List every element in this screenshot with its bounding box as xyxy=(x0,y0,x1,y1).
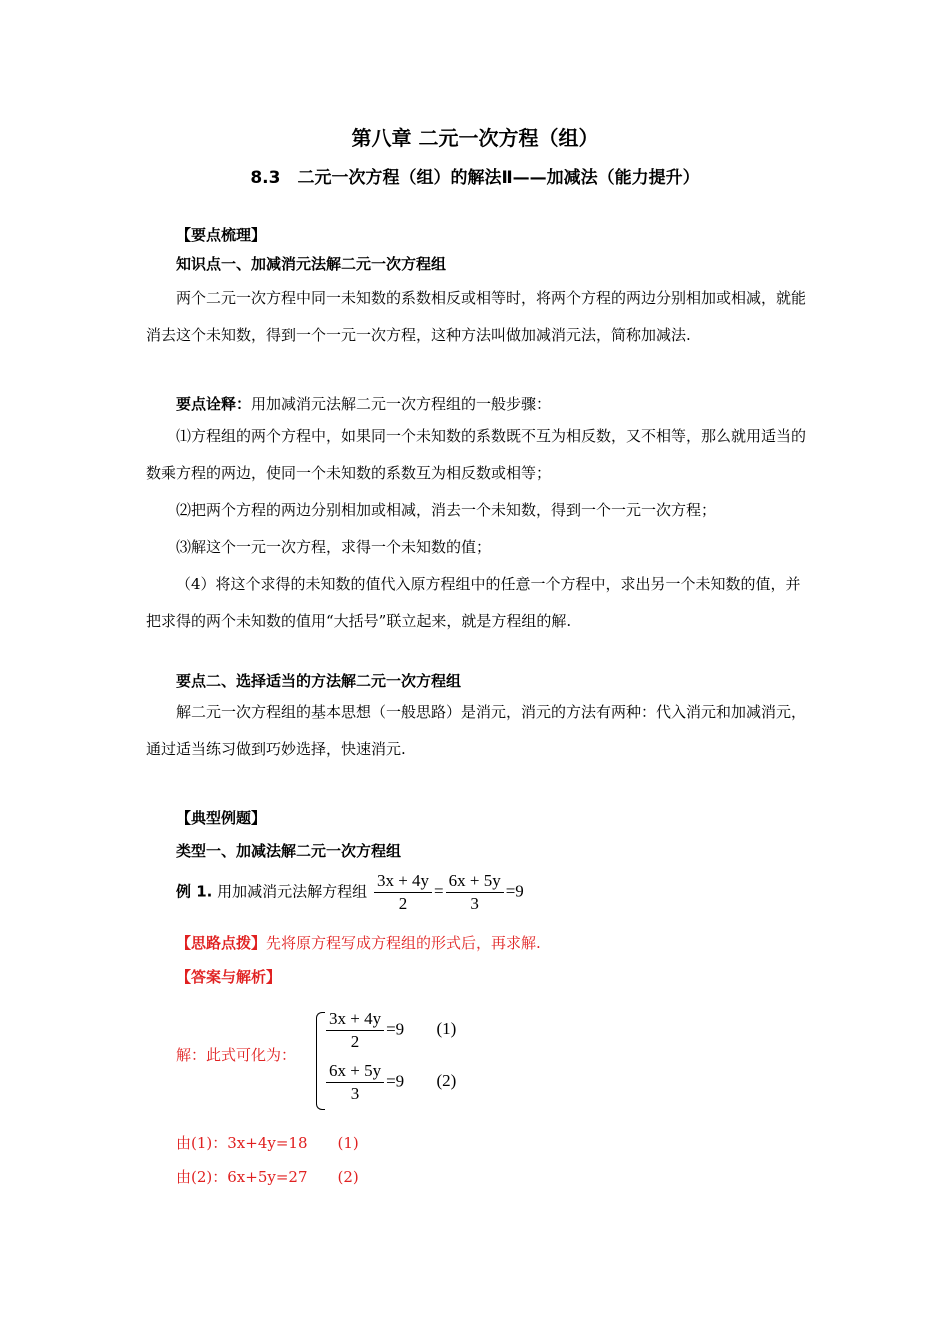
system-equation-2 xyxy=(324,1060,456,1105)
system-fraction-2-denominator: 3 xyxy=(350,1084,360,1103)
point2-body-block xyxy=(146,694,810,768)
hint-text: 先将原方程写成方程组的形式后，再求解. xyxy=(266,934,541,952)
answer-label: 【答案与解析】 xyxy=(176,968,282,986)
step-1: ⑴方程组的两个方程中，如果同一个未知数的系数既不互为相反数，又不相等，那么就用适当的数乘方程的两边，使同一个未知数的系数互为相反数或相等； xyxy=(146,427,807,482)
system-equation-2-tag: (2) xyxy=(436,1071,457,1091)
derived-equation-1: 由(1)：3x+4y=18 (1) xyxy=(176,1134,359,1152)
hint-line xyxy=(176,932,541,953)
derived-equation-2: 由(2)：6x+5y=27 (2) xyxy=(176,1168,359,1186)
system-equation-1-tag: (1) xyxy=(436,1019,457,1039)
system-equation-1 xyxy=(324,1008,456,1053)
rhs-value: =9 xyxy=(505,881,524,901)
key-points-header: 【要点梳理】 xyxy=(176,226,267,244)
type1-title: 类型一、加减法解二元一次方程组 xyxy=(176,842,402,860)
fraction-1-numerator: 3x + 4y xyxy=(374,870,432,893)
step-3: ⑶解这个一元一次方程，求得一个未知数的值； xyxy=(176,538,492,556)
point2-title: 要点二、选择适当的方法解二元一次方程组 xyxy=(176,672,462,690)
system-fraction-1-numerator: 3x + 4y xyxy=(326,1008,384,1031)
solution-intro: 解：此式可化为： xyxy=(176,1046,297,1064)
system-equation-1-rhs: =9 xyxy=(386,1019,405,1039)
steps-block xyxy=(146,418,810,640)
system-fraction-2 xyxy=(326,1060,384,1105)
chapter-title: 第八章 二元一次方程（组） xyxy=(351,126,599,150)
system-fraction-1-denominator: 2 xyxy=(350,1032,360,1051)
fraction-2-numerator: 6x + 5y xyxy=(446,870,504,893)
fraction-2 xyxy=(446,870,504,915)
examples-header: 【典型例题】 xyxy=(176,809,267,827)
point1-title: 知识点一、加减消元法解二元一次方程组 xyxy=(176,255,447,273)
step-2: ⑵把两个方程的两边分别相加或相减，消去一个未知数，得到一个一元一次方程； xyxy=(176,501,717,519)
step-4: （4）将这个求得的未知数的值代入原方程组中的任意一个方程中，求出另一个未知数的值，并把求得的两个未知数的值用“大括号”联立起来，就是方程组的解. xyxy=(146,575,801,630)
fraction-1-denominator: 2 xyxy=(398,894,408,913)
example-1-line xyxy=(176,870,524,915)
point1-body-block xyxy=(146,280,810,354)
example-1-text: 用加减消元法解方程组 xyxy=(217,882,368,901)
note-line xyxy=(176,393,551,414)
fraction-2-denominator: 3 xyxy=(470,894,479,913)
note-label: 要点诠释： xyxy=(176,395,252,413)
note-text: 用加减消元法解二元一次方程组的一般步骤： xyxy=(251,395,552,413)
example-1-label: 例 1. xyxy=(176,882,213,901)
system-fraction-2-numerator: 6x + 5y xyxy=(326,1060,384,1083)
hint-label: 【思路点拨】 xyxy=(176,934,267,952)
equals-sign: = xyxy=(434,881,444,901)
point2-body: 解二元一次方程组的基本思想（一般思路）是消元，消元的方法有两种：代入消元和加减消元，通过适当练习做到巧妙选择，快速消元. xyxy=(146,703,807,758)
system-equation-2-rhs: =9 xyxy=(386,1071,405,1091)
system-fraction-1 xyxy=(326,1008,384,1053)
point1-body: 两个二元一次方程中同一未知数的系数相反或相等时，将两个方程的两边分别相加或相减，就能消去这个未知数，得到一个一元一次方程，这种方法叫做加减消元法，简称加减法. xyxy=(146,289,807,344)
fraction-1 xyxy=(374,870,432,915)
section-title: 8.3 二元一次方程（组）的解法Ⅱ——加减法（能力提升） xyxy=(250,168,700,188)
